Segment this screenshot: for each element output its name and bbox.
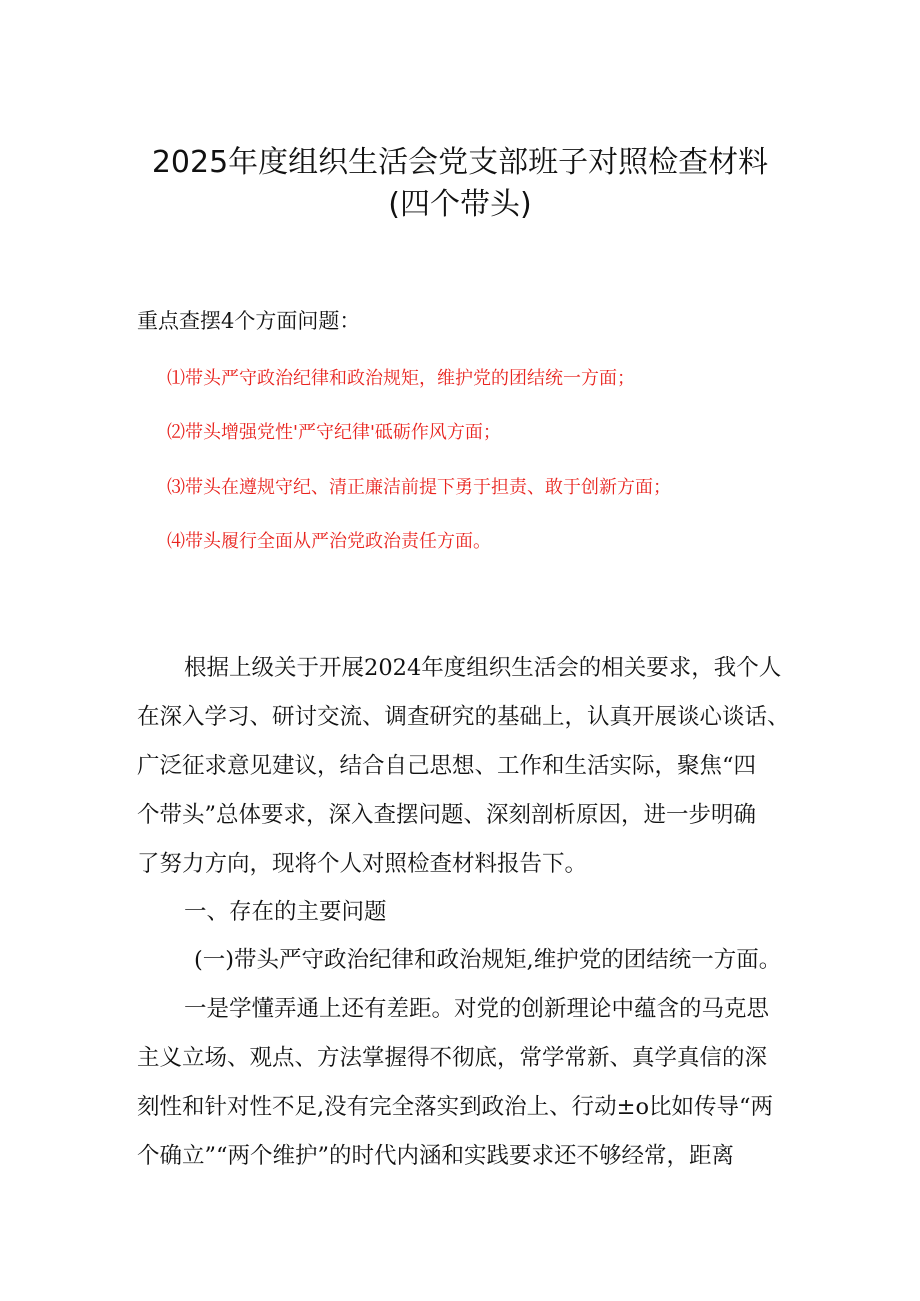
para1-line-3: 刻性和针对性不足,没有完全落实到政治上、行动±o比如传导“两 <box>137 1094 774 1120</box>
intro-line-3: 广泛征求意见建议，结合自己思想、工作和生活实际，聚焦“四 <box>137 753 757 779</box>
section1-heading: 一、存在的主要问题 <box>184 899 387 925</box>
document-title-line1: 2025年度组织生活会党支部班子对照检查材料 <box>151 145 769 180</box>
intro-line-1: 根据上级关于开展2024年度组织生活会的相关要求，我个人 <box>184 655 782 681</box>
intro-line-4: 个带头”总体要求，深入查摆问题、深刻剖析原因，进一步明确 <box>137 802 757 828</box>
para1-line-2: 主义立场、观点、方法掌握得不彻底，常学常新、真学真信的深 <box>137 1045 768 1071</box>
focus-heading: 重点查摆4个方面问题： <box>137 309 361 333</box>
intro-line-5: 了努力方向，现将个人对照检查材料报告下。 <box>137 851 588 877</box>
para1-line-1: 一是学懂弄通上还有差距。对党的创新理论中蕴含的马克思 <box>184 996 770 1022</box>
document-title-line2: (四个带头) <box>388 187 532 222</box>
focus-item-1: ⑴带头严守政治纪律和政治规矩，维护党的团结统一方面； <box>167 368 635 389</box>
focus-item-3: ⑶带头在遵规守纪、清正廉洁前提下勇于担责、敢于创新方面； <box>167 477 671 498</box>
subsection1-heading: (一)带头严守政治纪律和政治规矩,维护党的团结统一方面。 <box>194 947 782 973</box>
intro-line-2: 在深入学习、研讨交流、调查研究的基础上，认真开展谈心谈话、 <box>137 704 790 730</box>
para1-line-4: 个确立”“两个维护”的时代内涵和实践要求还不够经常，距离 <box>137 1143 735 1169</box>
focus-item-4: ⑷带头履行全面从严治党政治责任方面。 <box>167 531 491 552</box>
focus-item-2: ⑵带头增强党性'严守纪律'砥砺作风方面； <box>167 422 501 443</box>
